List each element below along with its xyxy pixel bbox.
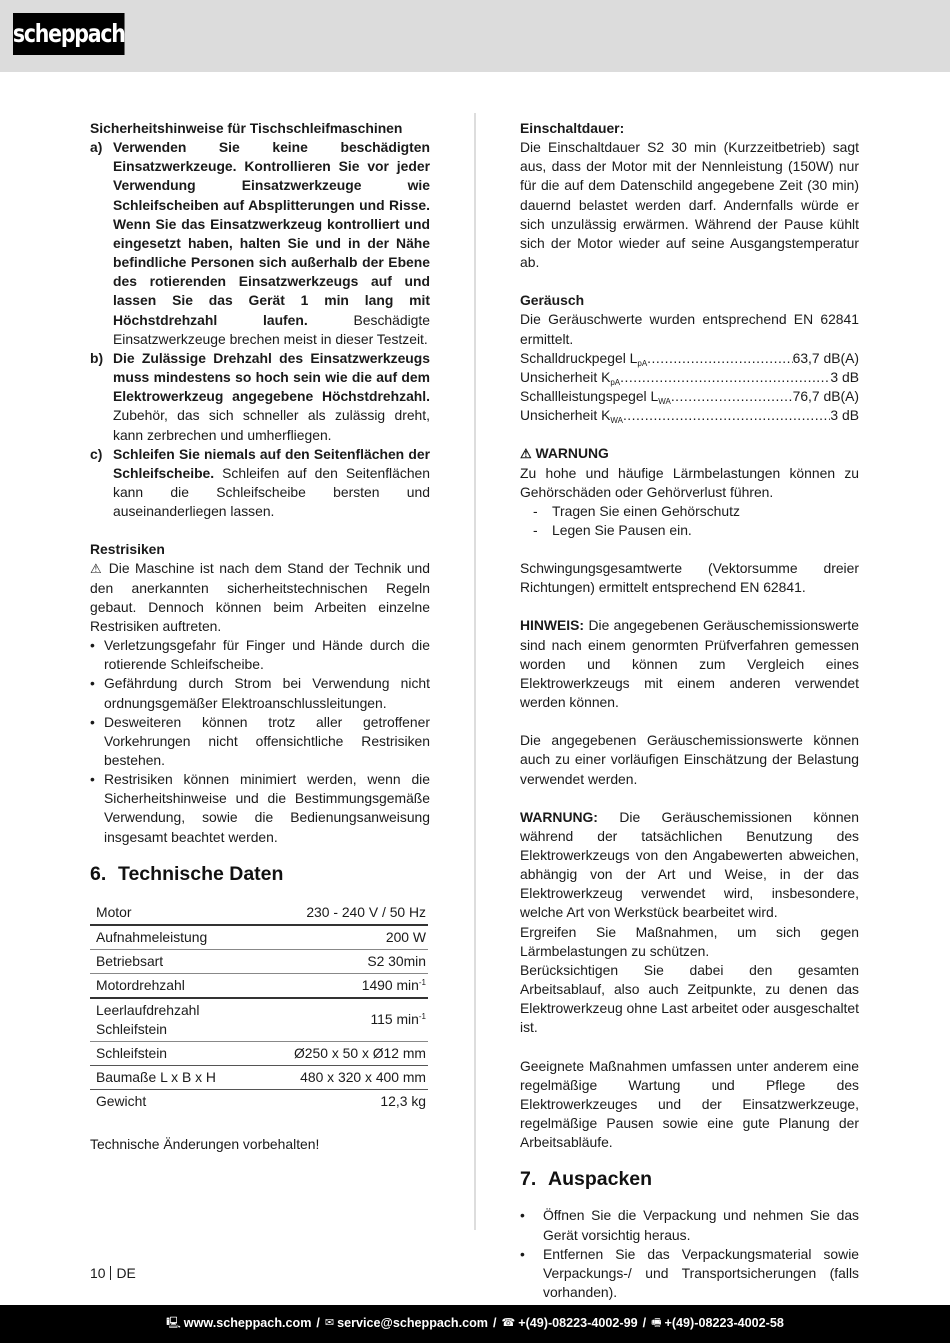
fax-icon: 🖷 [651,1317,662,1330]
table-row [90,925,428,950]
table-row [90,1041,428,1065]
dash-icon: - [533,521,538,538]
measures-text: Ergreifen Sie Maßnahmen, um sich gegen Lärmbelastungen zu schützen. [520,923,859,959]
bullet-icon: • [90,675,95,692]
dash-icon: - [533,502,538,519]
leader-dots [620,368,830,387]
fax-number: +(49)-08223-4002-58 [664,1316,784,1331]
spec-value: Ø250 x 50 x Ø12 mm [293,1044,426,1061]
safety-item-a [90,138,430,349]
noise-label: Schalldruckpegel $L_{pA}$ [520,349,648,368]
residual-risk-item [90,770,430,847]
warning-triangle-icon: ⚠ [90,561,104,577]
spec-value: 480 x 320 x 400 mm [300,1068,426,1085]
separator: / [642,1316,647,1331]
phone-icon: ☎ [501,1317,516,1330]
left-column [90,119,430,1154]
separator-line [110,1266,111,1280]
bullet-icon: • [90,771,95,788]
spec-label: Leerlaufdrehzahl Schleifstein [96,1001,200,1037]
table-row [90,901,428,925]
residual-risk-text: Restrisiken können minimiert werden, wenn die Sicherheitshinweise und die Bestimmungsgemäße Verwendung, sowie die Bedienungsanweisung insgesamt beachtet werden. [104,771,430,845]
scheppach-logo: scheppach [13,13,125,55]
unpack-list-item [520,1245,859,1302]
safety-item-text: Zubehör, das sich schneller als zulässig dreht, kann zerbrechen und umherfliegen. [113,407,430,443]
residual-risk-item [90,713,430,770]
noise-value: 3 dB [830,407,859,424]
section-heading-unpacking [520,1166,859,1192]
spec-label: Aufnahmeleistung [96,928,208,945]
spec-label: Betriebsart [96,952,164,969]
spec-value: 200 W [385,928,426,945]
noise-label: Unsicherheit $K_{WA}$ [520,407,623,426]
unpack-list-item [520,1206,859,1244]
noise-value-row [520,368,859,387]
noise-intro: Die Geräuschwerte wurden entsprechend EN 62841 ermittelt. [520,311,859,347]
consider-text: Berücksichtigen Sie dabei den gesamten Arbeitsablauf, also auch Zeitpunkte, zu denen das Elektrowerkzeug ohne Last arbeitet oder ausgeschaltet ist. [520,961,859,1036]
spec-label: Gewicht [96,1092,147,1109]
safety-heading: Sicherheitshinweise für Tischschleifmaschinen [90,120,403,136]
unpack-text: Öffnen Sie die Verpackung und nehmen Sie das Gerät vorsichtig heraus. [543,1207,859,1243]
email-link[interactable]: service@scheppach.com [337,1316,489,1331]
leader-dots [671,387,793,406]
residual-risks-intro [90,559,430,636]
section-number: 7. [520,1168,537,1191]
email-icon: ✉ [324,1317,335,1330]
bullet-icon: • [520,1207,525,1224]
column-divider [474,113,476,1230]
noise-label: Unsicherheit $K_{pA}$ [520,368,621,387]
contact-bar [0,1305,950,1343]
duty-cycle-heading: Einschaltdauer: [520,120,625,136]
table-row [90,973,428,998]
residual-risk-text: Verletzungsgefahr für Finger und Hände durch die rotierende Schleifscheibe. [104,637,430,673]
warning-text: Zu hohe und häufige Lärmbelastungen können zu Gehörschäden oder Gehörverlust führen. [520,464,859,500]
separator: / [316,1316,320,1331]
website-link[interactable]: www.scheppach.com [183,1316,312,1331]
noise-value-row [520,387,859,406]
spec-value: 1490 $\min^{-1}$ [361,976,426,993]
residual-risk-item [90,636,430,674]
separator: / [493,1316,497,1331]
section-title: Auspacken [548,1168,653,1191]
warning-list-item [520,502,859,521]
table-row [90,949,428,973]
residual-risk-text: Gefährdung durch Strom bei Verwendung nicht ordnungsgemäßer Elektroanschlussleitungen. [104,675,430,711]
safety-item-text: Beschädigte Einsatzwerkzeuge brechen meist in dieser Testzeit. [113,311,430,347]
suitable-measures-text: Geeignete Maßnahmen umfassen unter anderem eine regelmäßige Wartung und Pflege des Elektrowerkzeuges und der Einsatzwerkzeuge, regelmäßige Pausen sowie eine gute Planung der Arbeitsabläufe. [520,1057,859,1151]
unpack-text: Entfernen Sie das Verpackungsmaterial sowie Verpackungs-/ und Transportsicherungen (falls vorhanden). [543,1245,859,1300]
residual-risk-item [90,674,430,712]
spec-label: Motordrehzahl [96,976,185,993]
table-row [90,1065,428,1089]
warning-triangle-icon: ⚠ [520,446,532,462]
section-title: Technische Daten [118,862,284,885]
noise-label: Schallleistungspegel $L_{WA}$ [520,388,671,407]
item-marker: a) [90,139,103,156]
spec-label: Baumaße L x B x H [96,1068,216,1085]
spec-value: 230 - 240 V / 50 Hz [306,903,426,920]
noise-value: 3 dB [830,368,859,385]
warning-list-text: Tragen Sie einen Gehörschutz [552,502,740,519]
spec-label: Motor [96,903,132,920]
safety-item-bold: Schleifen Sie niemals auf den Seitenflächen der Schleifscheibe. [113,445,430,481]
item-marker: b) [90,349,104,366]
table-row [90,1089,428,1113]
safety-item-c [90,445,430,522]
noise-heading: Geräusch [520,292,585,309]
noise-value-row [520,406,859,425]
right-column [520,119,859,1302]
noise-value-row [520,349,859,368]
section-heading-technical-data [90,861,430,887]
warning-list-text: Legen Sie Pausen ein. [552,521,692,538]
bullet-icon: • [90,713,95,730]
vibration-text: Schwingungsgesamtwerte (Vektorsumme dreier Richtungen) ermittelt entsprechend EN 62841. [520,560,859,596]
residual-risk-text: Desweiteren können trotz aller getroffener Vorkehrungen nicht offensichtliche Restrisiken bestehen. [104,713,430,768]
page-number-footer [90,1264,136,1283]
section-number: 6. [90,862,107,885]
language-code: DE [116,1265,136,1281]
hint-paragraph: HINWEIS: Die angegebenen Geräuschemissionswerte sind nach einem genormten Prüfverfahren gemessen worden und können zum Vergleich eines Elektrowerkzeugs mit einem anderen verwendet werden können. [520,617,859,711]
bullet-icon: • [90,637,95,654]
technical-changes-note: Technische Änderungen vorbehalten! [90,1135,320,1152]
spec-value: 12,3 kg [380,1092,426,1109]
safety-item-bold: Die Zulässige Drehzahl des Einsatzwerkzeugs muss mindestens so hoch sein wie die auf dem Elektrowerkzeug angegebene Höchstdrehzahl. [113,349,430,405]
header-band [0,0,950,72]
page-number: 10 [90,1265,106,1281]
safety-item-text: Schleifen auf den Seitenflächen kann die Schleifscheibe bersten und auseinanderliegen lassen. [113,464,430,520]
spec-value: S2 30min [367,952,426,969]
phone-number[interactable]: +(49)-08223-4002-99 [518,1316,638,1331]
leader-dots [623,406,830,425]
warning-list-item [520,521,859,540]
safety-item-bold: Verwenden Sie keine beschädigten Einsatzwerkzeuge. Kontrollieren Sie vor jeder Verwendung Einsatzwerkzeuge wie Schleifscheiben auf Absplitterungen und Risse. Wenn Sie das Einsatzwerkzeug kontrolliert und eingesetzt haben, halten Sie und in der Nähe befindliche Personen sich außerhalb der Ebene des rotierenden Einsatzwerkzeugs auf und lassen Sie das Gerät 1 min lang mit Höchstdrehzahl laufen. [113,139,430,328]
safety-item-b [90,349,430,445]
emission-text: Die angegebenen Geräuschemissionswerte können auch zu einer vorläufigen Einschätzung der Belastung verwendet werden. [520,732,859,787]
computer-icon: 🖳 [166,1317,181,1330]
spec-value: 115 $\min^{-1}$ [370,1011,426,1028]
residual-risks-heading: Restrisiken [90,541,165,558]
warning2-paragraph: WARNUNG: Die Geräuschemissionen können während der tatsächlichen Benutzung des Elektrowerkzeugs von den Angabewerten abweichen, abhängig von der Art und Weise, in der das Elektrowerkzeug verwendet wird, insbesondere, welche Art von Werkstück bearbeitet wird. [520,808,859,921]
noise-value: 76,7 dB(A) [792,388,859,405]
residual-intro-text: Die Maschine ist nach dem Stand der Technik und den anerkannten sicherheitstechnischen Regeln gebaut. Dennoch können beim Arbeiten einzelne Restrisiken auftreten. [90,560,431,634]
table-row [90,998,428,1042]
duty-cycle-text: Die Einschaltdauer S2 30 min (Kurzzeitbetrieb) sagt aus, dass der Motor mit der Nennleistung (150W) nur für die auf dem Datenschild angegebene Zeit (30 min) dauernd belastet werden darf. Andernfalls würde er sich unzulässig erwärmen. Während der Pause kühlt sich der Motor wieder auf seine Ausgangstemperatur ab. [520,139,859,271]
hint-label: HINWEIS: [520,617,585,634]
spec-label: Schleifstein [96,1044,168,1061]
noise-value: 63,7 dB(A) [792,349,859,366]
technical-data-table [90,901,428,1113]
leader-dots [647,349,792,368]
warning2-label: WARNUNG: [520,808,598,825]
item-marker: c) [90,445,103,462]
warning-heading: ⚠ WARNUNG [520,445,609,462]
bullet-icon: • [520,1245,525,1262]
